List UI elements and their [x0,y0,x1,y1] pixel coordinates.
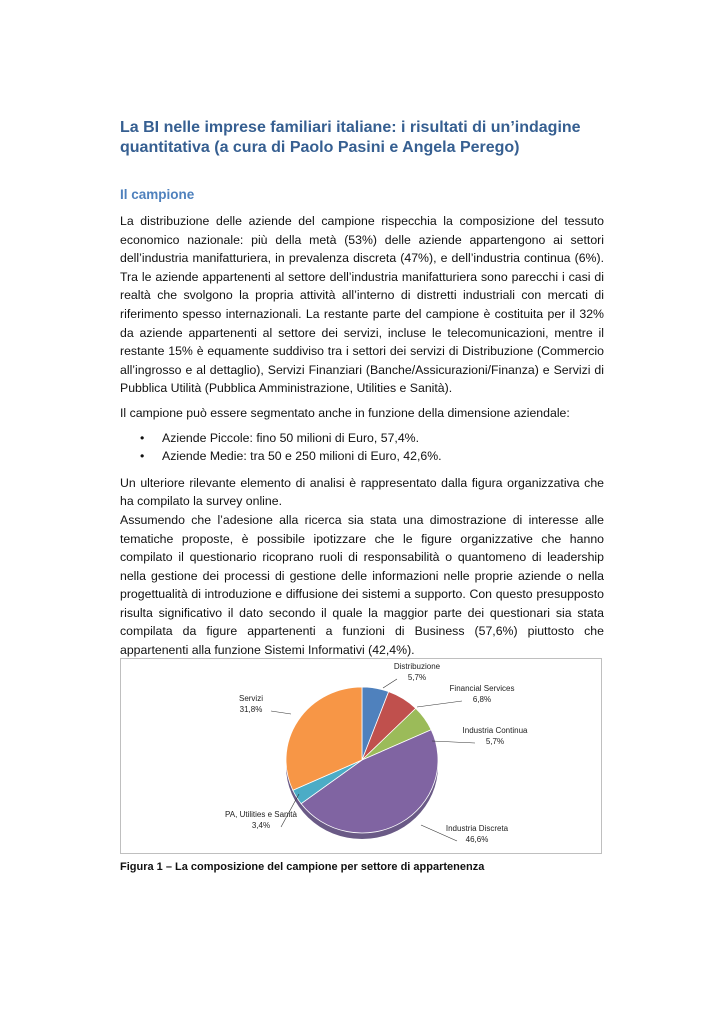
size-bullet-list [120,429,604,466]
paragraph-respondent-roles: Assumendo che l’adesione alla ricerca sia stata una dimostrazione di interesse alle tematiche proposte, è possibile ipotizzare che le figure organizzative che hanno compilato il questionario ricoprano ruoli di responsabilità o quantomeno di leadership nella gestione dei processi di gestione delle informazioni nelle proprie aziende o nella progettualità di introduzione e diffusione dei sistemi a supporto. Con questo presupposto risulta significativo il dato secondo il quale la maggior parte dei questionari sia stata compilata da figure appartenenti a funzioni di Business (57,6%) piuttosto che appartenenti alla funzione Sistemi Informativi (42,4%). [120,512,604,658]
pie-leader-line [432,741,475,743]
paragraph-sample-composition: La distribuzione delle aziende del campione rispecchia la composizione del tessuto economico nazionale: più della metà (53%) delle aziende appartengono ai settori dell’industria manifatturiera, in prevalenza discreta (47%), e dell’industria continua (6%). Tra le aziende appartenenti al settore dell’industria manifatturiera sono parecchi i casi di realtà che svolgono la propria attività all’interno di distretti industriali con mercati di riferimento spesso internazionali. La restante parte del campione è costituita per il 32% da aziende appartenenti al settore dei servizi, incluse le telecomunicazioni, mentre il restante 15% è equamente suddiviso tra i settori dei servizi di Distribuzione (Commercio all’ingrosso e al dettaglio), Servizi Finanziari (Banche/Assicurazioni/Finanza) e Servizi di Pubblica Utilità (Pubblica Amministrazione, Utilities e Sanità). [120,214,604,396]
list-item-text: Aziende Piccole: fino 50 milioni di Euro, 57,4%. [162,430,420,445]
pie-label-value: 6,8% [472,695,492,704]
pie-chart [121,659,603,855]
paragraph-survey-respondent: Un ulteriore rilevante elemento di analisi è rappresentato dalla figura organizzativa che ha compilato la survey online. [120,475,604,509]
pie-label-value: 3,4% [251,821,271,830]
pie-label-name: Industria Continua [462,726,528,735]
pie-label-name: PA, Utilities e Sanità [225,810,297,819]
pie-chart-frame [120,658,602,854]
paragraph-size-intro: Il campione può essere segmentato anche in funzione della dimensione aziendale: [120,405,570,420]
pie-label-value: 5,7% [485,737,505,746]
pie-label-name: Distribuzione [393,662,441,671]
list-item [140,447,604,466]
pie-label-name: Servizi [238,694,264,703]
pie-leader-line [417,701,462,707]
pie-label-value: 46,6% [465,835,489,844]
list-item [140,429,604,448]
pie-label-name: Industria Discreta [445,824,509,833]
figure-caption: Figura 1 – La composizione del campione per settore di appartenenza [120,861,485,873]
bullet-symbol: • [140,449,145,464]
pie-label-value: 31,8% [239,705,263,714]
list-item-text: Aziende Medie: tra 50 e 250 milioni di Euro, 42,6%. [162,449,442,464]
pie-label-name: Financial Services [449,684,515,693]
document-title: La BI nelle imprese familiari italiane: i risultati di un’indagine quantitativa (a cura di Paolo Pasini e Angela Perego) [120,119,581,156]
pie-label-value: 5,7% [407,673,427,682]
bullet-symbol: • [140,430,145,445]
document-body [120,118,604,666]
pie-leader-line [271,711,291,714]
pie-leader-line [383,679,397,688]
section-heading: Il campione [120,187,195,202]
